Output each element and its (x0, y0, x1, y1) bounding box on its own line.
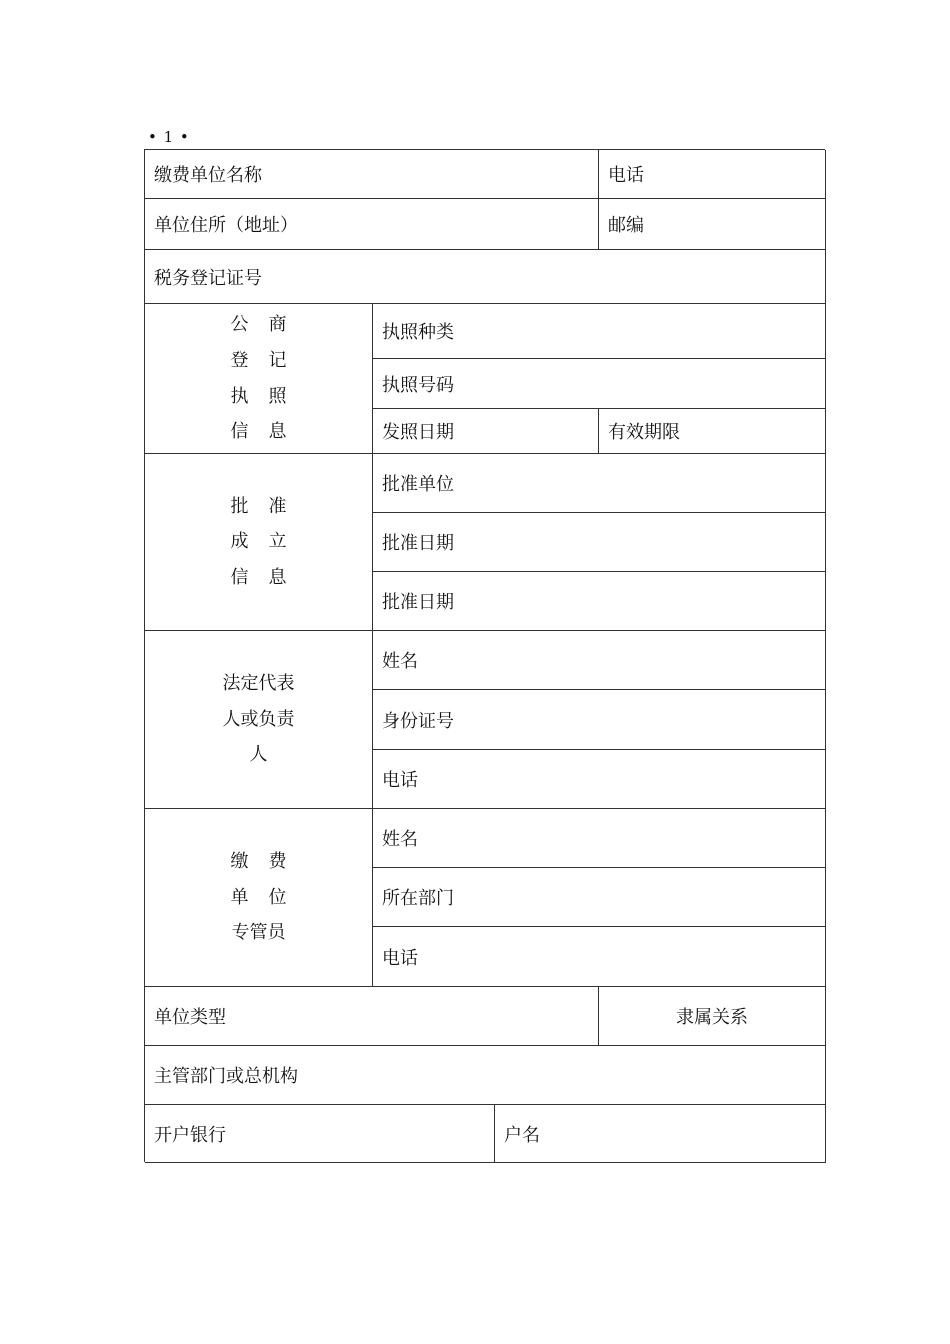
manager-name-label: 姓名 (382, 829, 418, 850)
license-type-field[interactable] (373, 304, 826, 359)
approval-group-line: 批准 (230, 495, 307, 517)
business-license-group-line: 登记 (230, 349, 307, 371)
tax-registration-label: 税务登记证号 (154, 267, 262, 289)
legal-rep-id-field[interactable] (373, 690, 826, 750)
valid-period-label: 有效期限 (608, 422, 680, 443)
supervisor-label: 主管部门或总机构 (154, 1066, 298, 1087)
account-name-field[interactable] (495, 1105, 826, 1163)
approval-date-label: 批准日期 (382, 533, 454, 554)
phone-field[interactable] (599, 150, 826, 199)
unit-name-field[interactable] (145, 150, 599, 199)
legal-rep-phone-field[interactable] (373, 750, 826, 809)
business-license-group-line: 执照 (230, 385, 307, 407)
tax-registration-field[interactable] (145, 250, 826, 304)
bank-label: 开户银行 (154, 1124, 226, 1146)
legal-rep-phone-label: 电话 (382, 770, 418, 791)
postcode-field[interactable] (599, 199, 826, 250)
license-number-field[interactable] (373, 359, 826, 409)
bank-field[interactable] (145, 1105, 495, 1163)
account-name-label: 户名 (504, 1124, 540, 1146)
affiliation-field[interactable] (599, 987, 826, 1046)
legal-rep-id-label: 身份证号 (382, 710, 454, 732)
manager-phone-field[interactable] (373, 927, 826, 987)
unit-type-label: 单位类型 (154, 1007, 226, 1028)
legal-rep-name-field[interactable] (373, 631, 826, 690)
issue-date-field[interactable] (373, 409, 599, 454)
license-number-label: 执照号码 (382, 374, 454, 396)
registration-form-table (144, 149, 825, 1162)
manager-department-label: 所在部门 (382, 888, 454, 909)
license-type-label: 执照种类 (382, 322, 454, 343)
address-label: 单位住所（地址） (154, 215, 298, 236)
issue-date-label: 发照日期 (382, 422, 454, 443)
approval-date-field-2[interactable] (373, 572, 826, 631)
manager-name-field[interactable] (373, 809, 826, 868)
approval-group (145, 454, 373, 631)
valid-period-field[interactable] (599, 409, 826, 454)
business-license-group-line: 公商 (230, 314, 307, 336)
approval-date-label-2: 批准日期 (382, 592, 454, 613)
phone-label: 电话 (608, 165, 644, 186)
legal-representative-group-line: 人或负责 (222, 708, 295, 730)
legal-rep-name-label: 姓名 (382, 651, 418, 672)
fee-manager-group (145, 809, 373, 987)
affiliation-label: 隶属关系 (676, 1007, 748, 1028)
business-license-group-line: 信息 (230, 421, 307, 443)
legal-representative-group (145, 631, 373, 809)
supervisor-field[interactable] (145, 1046, 826, 1105)
unit-type-field[interactable] (145, 987, 599, 1046)
approval-group-line: 成立 (230, 531, 307, 553)
fee-manager-group-line: 缴费 (230, 851, 307, 873)
legal-representative-group-line: 法定代表 (222, 673, 295, 695)
manager-phone-label: 电话 (382, 947, 418, 969)
address-field[interactable] (145, 199, 599, 250)
approval-date-field[interactable] (373, 513, 826, 572)
legal-representative-group-line: 人 (249, 744, 268, 766)
manager-department-field[interactable] (373, 868, 826, 927)
fee-manager-group-line: 单位 (230, 886, 307, 908)
fee-manager-group-line: 专管员 (231, 922, 286, 944)
approving-unit-field[interactable] (373, 454, 826, 513)
postcode-label: 邮编 (608, 215, 644, 236)
unit-name-label: 缴费单位名称 (154, 165, 262, 186)
approval-group-line: 信息 (230, 566, 307, 588)
business-license-group (145, 304, 373, 454)
page-number: • 1 • (148, 128, 190, 146)
approving-unit-label: 批准单位 (382, 474, 454, 495)
